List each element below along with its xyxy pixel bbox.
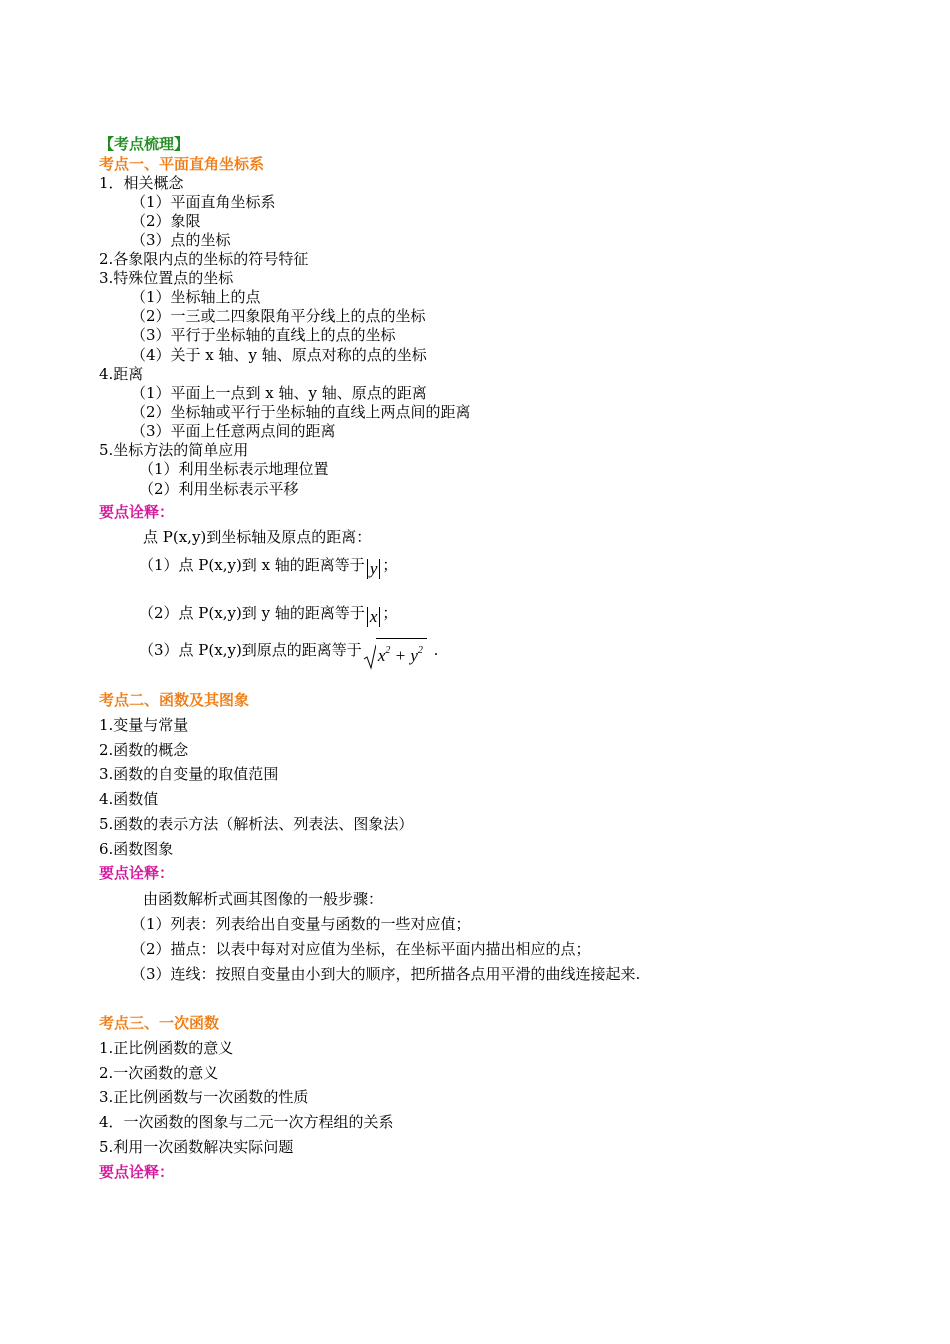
note-line-x-axis-distance [139,556,397,579]
list-item: 1．相关概念 [99,174,184,192]
note-label: 要点诠释： [99,864,175,882]
list-item: 3.函数的自变量的取值范围 [99,765,279,783]
list-item: 3.特殊位置点的坐标 [99,269,234,287]
list-item: （4）关于 x 轴、y 轴、原点对称的点的坐标 [131,346,427,364]
list-item: （3）平行于坐标轴的直线上的点的坐标 [131,326,396,344]
note-step: （1）列表：列表给出自变量与函数的一些对应值； [131,915,471,933]
list-item: （1）利用坐标表示地理位置 [139,460,329,478]
list-item: （2）坐标轴或平行于坐标轴的直线上两点间的距离 [131,403,471,421]
list-item: 4.函数值 [99,790,159,808]
heading-coordinate-system: 考点一、平面直角坐标系 [99,155,265,173]
list-item: 2.一次函数的意义 [99,1064,219,1082]
note-text: （2）点 P(x,y)到 y 轴的距离等于 [139,604,365,622]
list-item: 5.坐标方法的简单应用 [99,441,249,459]
list-item: 2.各象限内点的坐标的符号特征 [99,250,309,268]
list-item: 6.函数图象 [99,840,174,858]
note-punct: ； [382,604,398,622]
note-step: （2）描点：以表中每对对应值为坐标，在坐标平面内描出相应的点； [131,940,591,958]
abs-x-formula: x [367,607,381,627]
note-punct: ； [382,556,398,574]
note-label: 要点诠释： [99,1163,175,1181]
list-item: （1）坐标轴上的点 [131,288,261,306]
section-title: 【考点梳理】 [99,135,190,153]
heading-functions: 考点二、函数及其图象 [99,691,250,709]
note-text: （3）点 P(x,y)到原点的距离等于 [139,641,362,659]
list-item: 4.距离 [99,365,144,383]
abs-y-formula: y [367,559,381,579]
list-item: 4．一次函数的图象与二元一次方程组的关系 [99,1113,394,1131]
list-item: （2）利用坐标表示平移 [139,480,299,498]
list-item: （2）象限 [131,212,201,230]
list-item: 1.变量与常量 [99,716,189,734]
note-line-origin-distance [139,638,438,670]
note-step: （3）连线：按照自变量由小到大的顺序，把所描各点用平滑的曲线连接起来. [131,965,641,983]
list-item: （3）点的坐标 [131,231,231,249]
list-item: （3）平面上任意两点间的距离 [131,422,336,440]
heading-linear-functions: 考点三、一次函数 [99,1014,220,1032]
radical-sign-icon [364,644,376,670]
list-item: 3.正比例函数与一次函数的性质 [99,1088,309,1106]
list-item: 2.函数的概念 [99,741,189,759]
list-item: 5.函数的表示方法（解析法、列表法、图象法） [99,815,414,833]
note-punct: . [428,641,439,659]
note-label: 要点诠释： [99,503,175,521]
note-text: （1）点 P(x,y)到 x 轴的距离等于 [139,556,365,574]
note-line-y-axis-distance [139,604,397,627]
note-intro: 点 P(x,y)到坐标轴及原点的距离： [143,528,372,546]
list-item: （1）平面直角坐标系 [131,193,276,211]
list-item: （1）平面上一点到 x 轴、y 轴、原点的距离 [131,384,427,402]
list-item: （2）一三或二四象限角平分线上的点的坐标 [131,307,426,325]
sqrt-formula: $x^2 + y^2$ [364,638,427,670]
note-intro: 由函数解析式画其图像的一般步骤： [143,890,384,908]
list-item: 5.利用一次函数解决实际问题 [99,1138,294,1156]
list-item: 1.正比例函数的意义 [99,1039,234,1057]
